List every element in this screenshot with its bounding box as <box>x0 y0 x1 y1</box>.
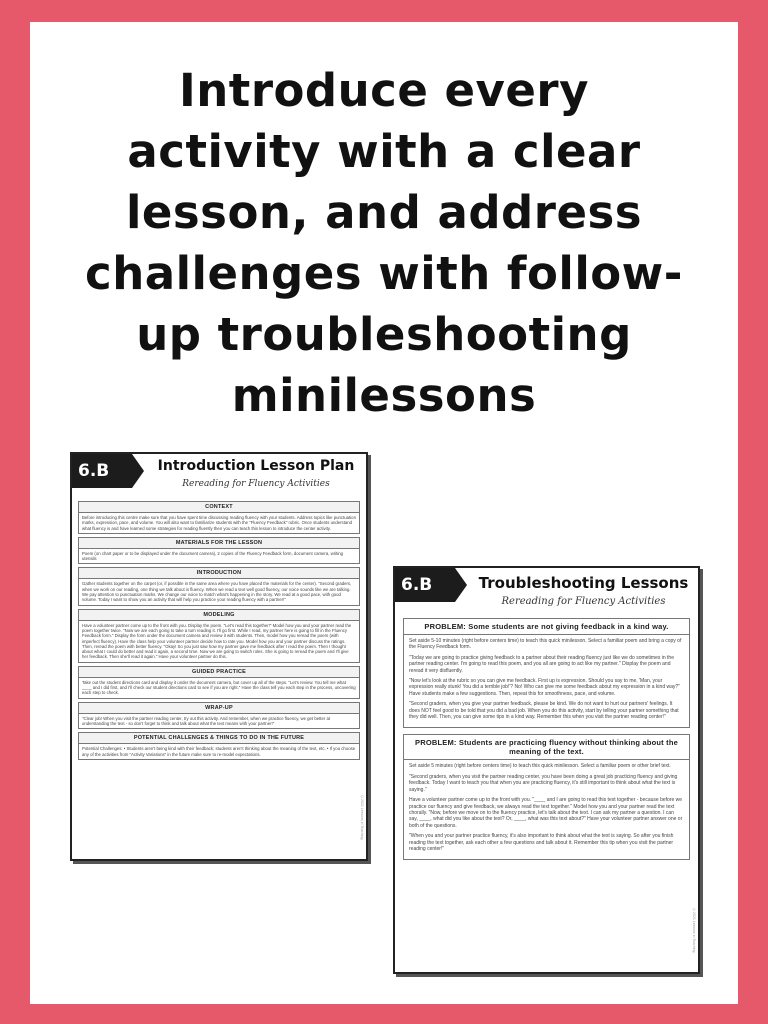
paragraph: Set aside 5-10 minutes (right before centers time) to teach this quick minilesson. Select a familiar poem and bring a copy of the Fluency Feedback form. <box>409 638 682 651</box>
section-body-wrap-up: "Clear job! When you visit the partner reading center, try out this activity. And remember, when we practice fluency, we get better at understanding the text - so don't forget to think and talk about what the text means with your partner!" <box>78 714 360 730</box>
section-body-modeling: Have a volunteer partner come up to the front with you. Display the poem. "Let's read this together!" Model how you and your partner read the poem together twice. "Now we are each going to take a turn reading it. I'll go first. While I read, my partner here is going to fill in the Fluency Feedback form." Display the form under the document camera and review it with students. Then, model how you reread the poem (with imperfect fluency). Have the class help your volunteer partner decide how to rate you. Model how you and your partner discuss the ratings. Then, reread the poem with better fluency. "Okay! So you just saw how my partner gave me feedback after I read the poem. Then I thought about what I could do better and read it again, a second time. Now we are going to switch roles. She is going to reread the poem and I'll give her feedback. Then she'll read it again." Have your volunteer partner do this. <box>78 621 360 663</box>
headline-line: minilessons <box>231 369 537 422</box>
section-heading-modeling: MODELING <box>78 609 360 621</box>
intro-lesson-plan-page <box>70 452 368 861</box>
headline-line: Introduce every <box>179 64 589 117</box>
section-body-context: Before introducing this centre make sure that you have spent time discussing reading fluency with your students. Address topics like punctuation marks, expression, pace, and volume. You will also want to familiarize students with the "Fluency Feedback" rubric. Once students understand what fluency is and have learned some strategies for reading fluently then you can teach this lesson to introduce the center activity. <box>78 513 360 534</box>
troubleshooting-lessons-page <box>393 566 700 974</box>
section-badge: 6.B <box>395 568 455 602</box>
copyright-credit: ©2021 Lessons in Teaching <box>692 907 696 952</box>
paragraph: "Second graders, when you give your partner feedback, please be kind. We do not want to hurt our partners' feelings. It does NOT feel good to be told that you did a bad job. When you do this activity, start by telling your partner something that they did well. Then, you can give some tips in a kind way. Remember this when you visit the partner reading center!" <box>409 701 679 721</box>
headline-line: lesson, and address <box>125 186 643 239</box>
section-heading-wrap-up: WRAP-UP <box>78 702 360 714</box>
section-body-guided-practice: Take out the student directions card and display it under the document camera, but cover up all of the steps. "Let's review. You tell me what ____ and I did first, and I'll check our student directions card to see if you are right." Have the class tell you each step in the process, uncovering each step to check. <box>78 678 360 699</box>
doc-title: Troubleshooting Lessons <box>478 574 689 592</box>
section-heading-materials: MATERIALS FOR THE LESSON <box>78 537 360 549</box>
headline <box>40 60 728 426</box>
section-body-challenges: Potential Challenges: • Students aren't being kind with their feedback; students aren't thinking about the meaning of the text, etc. • If you choose any of the activities from "Activity Variations" in the future make sure to re-model expectations. <box>78 744 360 760</box>
doc-subtitle: Rereading for Fluency Activities <box>182 479 330 489</box>
paragraph: "Now let's look at the rubric so you can give me feedback. First up is expression. Should you say to me, 'Man, your expression really stunk! You did a terrible job!'? No! Who can give me some feedback about my expression in a kind way?" Have students make a few suggestions. Then, repeat this for smoothness, pace, and volume. <box>409 678 680 697</box>
section-heading-introduction: INTRODUCTION <box>78 567 360 579</box>
doc-subtitle: Rereading for Fluency Activities <box>501 596 666 607</box>
section-badge: 6.B <box>72 454 132 488</box>
doc-header <box>395 568 698 612</box>
doc-header <box>72 454 366 498</box>
headline-line: up troubleshooting <box>136 308 632 361</box>
section-body-introduction: Gather students together on the carpet (or, if possible in the same area where you have placed the materials for the center). "Second graders, when we work on our reading, one thing we talk about is fluency. When we read a text well good fluency, our voice sounds like we are talking. We pay attention to punctuation marks. We change our voice to match what's happening in the story. We read at a good pace, with good volume. Today I want to show you an activity that will help you practice your reading fluency with a partner!" <box>78 579 360 605</box>
section-heading-context: CONTEXT <box>78 501 360 513</box>
paragraph: Set aside 5 minutes (right before centers time) to teach this quick minilesson. Select a familiar poem or other brief text. <box>409 763 671 770</box>
problem-body-feedback <box>403 635 690 728</box>
section-heading-guided-practice: GUIDED PRACTICE <box>78 666 360 678</box>
section-heading-challenges: POTENTIAL CHALLENGES & THINGS TO DO IN THE FUTURE <box>78 732 360 744</box>
copyright-credit: ©2021 Lessons in Teaching <box>360 794 364 839</box>
headline-line: activity with a clear <box>127 125 641 178</box>
headline-line: challenges with follow- <box>85 247 683 300</box>
doc-title: Introduction Lesson Plan <box>157 458 355 474</box>
paragraph: "Second graders, when you visit the partner reading center, you have been doing a great job practicing fluency and giving feedback. Today I want to teach you that when you are practicing fluency, it's still important to think about what the text is saying." <box>409 773 678 793</box>
section-body-materials: Poem (on chart paper or to be displayed under the document camera), 2 copies of the Fluency Feedback form, document camera, writing utensils <box>78 549 360 565</box>
problem-heading-meaning: PROBLEM: Students are practicing fluency without thinking about the meaning of the text. <box>403 734 690 760</box>
problem-body-meaning <box>403 760 690 860</box>
paragraph: Have a volunteer partner come up to the front with you. "____ and I are going to read this text together - because before we practice our fluency and give feedback, we always read the text together." Model how you and your partner read the text chorally. "Now, before we move on to the fluency practice, let's talk about the text. I can ask my partner a question. I can say, ____, what did you like about the text? Or, ____, what was this text about?" Have your volunteer partner answer one or both of the questions. <box>409 797 683 829</box>
problem-heading-feedback: PROBLEM: Some students are not giving feedback in a kind way. <box>403 618 690 635</box>
paragraph: "When you and your partner practice fluency, it's also important to think about what the text is saying. So after you finish reading the text together, ask each other a few questions and talk about it. Remember this tip when you visit the partner reading center!" <box>409 833 674 852</box>
paragraph: "Today we are going to practice giving feedback to a partner about their reading fluency just like we do sometimes in the partner reading center. I'm going to read this poem, and you all are going to act like my partner." Display the poem and reread it very disfluently. <box>409 654 674 674</box>
